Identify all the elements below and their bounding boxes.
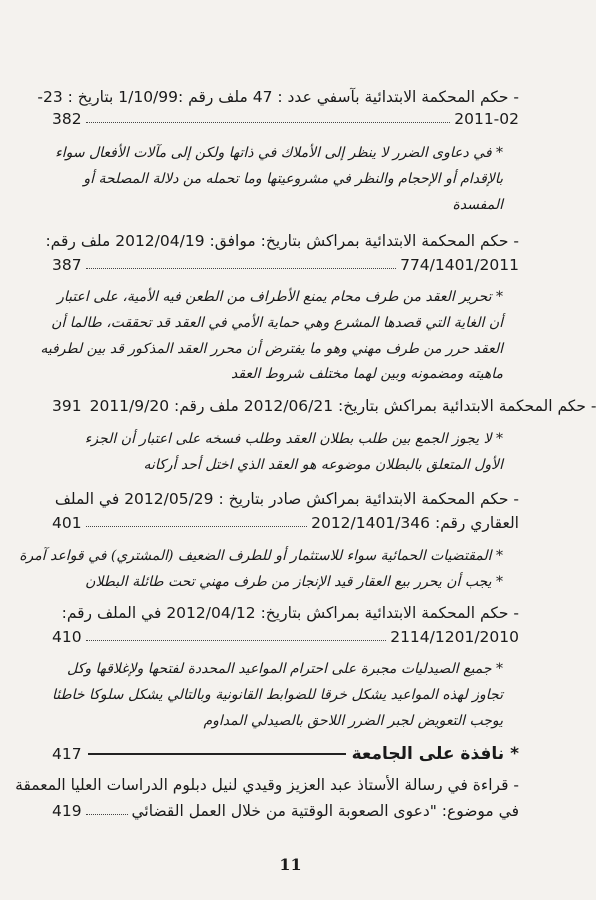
entry-4-title: - حكم المحكمة الابتدائية بمراكش صادر بتاريخ : 2012/05/29 في الملف xyxy=(54,490,519,508)
entry-3-note-1: * لا يجوز الجمع بين طلب بطلان العقد وطلب فسخه على اعتبار أن الجزء xyxy=(84,431,503,447)
entry-2-note-2: أن الغاية التي قصدها المشرع وهي حماية الأمي في العقد قد تحققت، طالما أن xyxy=(51,315,503,331)
leader-dots xyxy=(86,639,387,641)
leader-dots xyxy=(86,525,308,527)
entry-1-note-3: المفسدة xyxy=(452,197,503,213)
entry-1-row xyxy=(52,110,519,128)
entry-3-title: - حكم المحكمة الابتدائية بمراكش بتاريخ: 2012/06/21 ملف رقم: 2011/9/20 xyxy=(89,397,596,415)
entry-2-note-1: * تحرير العقد من طرف محام يمنع الأطراف من الطعن فيه الأمية، على اعتبار xyxy=(57,289,503,305)
section-heading xyxy=(52,744,519,764)
entry-5-page: 410 xyxy=(52,628,82,646)
entry-4-file: العقاري رقم: 2012/1401/346 xyxy=(311,514,519,532)
entry-1-title: - حكم المحكمة الابتدائية بآسفي عدد : 47 ملف رقم :1/10/99 بتاريخ : 23- xyxy=(37,88,519,106)
entry-2-note-3: العقد حرر من طرف مهني وهو ما يفترض أن محرر العقد المذكور قد بين لطرفيه xyxy=(40,341,503,357)
entry-4-note-2: * يجب أن يحرر بيع العقار قيد الإنجاز من طرف مهني تحت طائلة البطلان xyxy=(85,574,503,590)
entry-5-note-3: يوجب التعويض لجبر الضرر اللاحق بالصيدلي المداوم xyxy=(203,713,503,729)
entry-1-page: 382 xyxy=(52,110,82,128)
entry-1-note-1: * في دعاوى الضرر لا ينظر إلى الأملاك في ذاتها ولكن إلى مآلات الأفعال سواء xyxy=(55,145,503,161)
entry-2-row xyxy=(52,256,519,274)
section-page: 417 xyxy=(52,745,82,763)
university-entry-topic: في موضوع: "دعوى الصعوبة الوقتية من خلال العمل القضائي xyxy=(131,802,519,820)
university-entry-row xyxy=(52,802,519,820)
university-entry-page: 419 xyxy=(52,802,82,820)
entry-5-row xyxy=(52,628,519,646)
entry-1-date: 2011-02 xyxy=(454,110,519,128)
entry-3-row xyxy=(52,397,596,415)
entry-5-file: 2114/1201/2010 xyxy=(390,628,519,646)
entry-2-title: - حكم المحكمة الابتدائية بمراكش بتاريخ: موافق: 2012/04/19 ملف رقم: xyxy=(45,232,519,250)
entry-3-note-2: الأول المتعلق بالبطلان موضوعه هو العقد الذي اختل أحد أركانه xyxy=(143,457,503,473)
section-title: * نافذة على الجامعة xyxy=(351,744,519,764)
entry-1-note-2: بالإقدام أو الإحجام والنظر في مشروعيتها وما تحمله من دلالة المصلحة أو xyxy=(83,171,503,187)
entry-5-note-2: تجاوز لهذه المواعيد يشكل خرقا للضوابط القانونية وبالتالي يشكل سلوكا خاطئا xyxy=(51,687,503,703)
entry-4-row xyxy=(52,514,519,532)
leader-dots xyxy=(86,267,396,269)
entry-2-note-4: ماهيته ومضمونه وبين لهما مختلف شروط العقد xyxy=(231,366,503,382)
entry-3-page: 391 xyxy=(52,397,82,415)
entry-5-title: - حكم المحكمة الابتدائية بمراكش بتاريخ: 2012/04/12 في الملف رقم: xyxy=(61,604,519,622)
entry-5-note-1: * جميع الصيدليات مجبرة على احترام المواعيد المحددة لفتحها ولإغلاقها وكل xyxy=(67,661,503,677)
leader-dots xyxy=(86,813,128,815)
page-number: 11 xyxy=(279,855,302,874)
entry-4-note-1: * المقتضيات الحمائية سواء للاستثمار أو للطرف الضعيف (المشتري) في قواعد آمرة xyxy=(19,548,503,564)
university-entry-title: - قراءة في رسالة الأستاذ عبد العزيز وقيدي لنيل دبلوم الدراسات العليا المعمقة xyxy=(15,776,519,794)
entry-4-page: 401 xyxy=(52,514,82,532)
leader-dots xyxy=(86,121,451,123)
entry-2-file: 774/1401/2011 xyxy=(400,256,519,274)
entry-2-page: 387 xyxy=(52,256,82,274)
section-rule xyxy=(88,753,346,755)
